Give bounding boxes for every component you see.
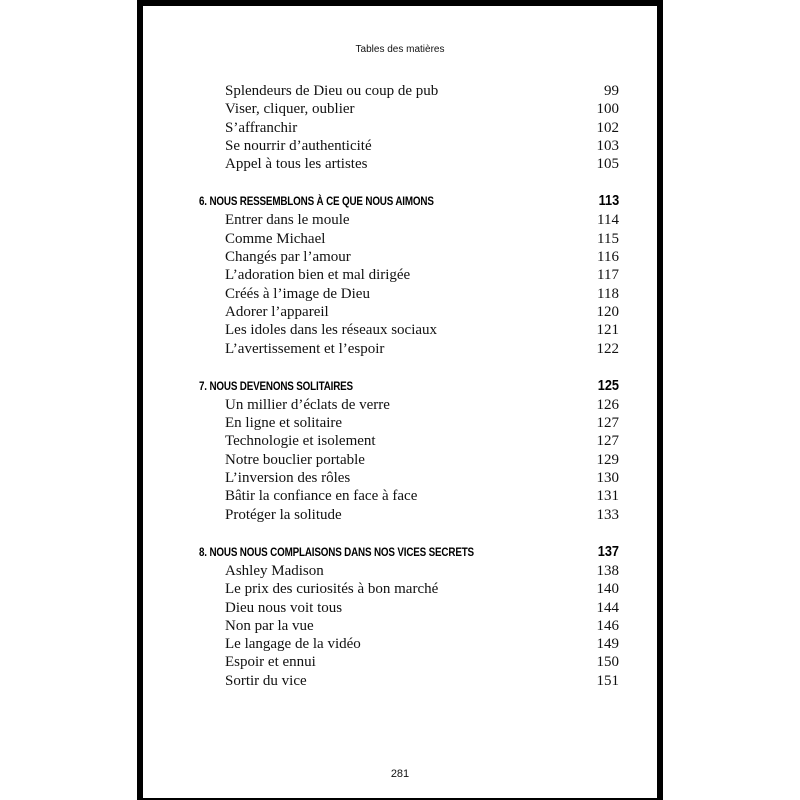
toc-entry-page: 114 — [597, 212, 619, 229]
toc-entry-page: 133 — [596, 506, 619, 523]
toc-entry-page: 118 — [597, 285, 619, 302]
toc-entry-page: 100 — [596, 101, 619, 118]
intro-entries — [199, 82, 619, 173]
toc-entry-title: L’avertissement et l’espoir — [225, 340, 385, 357]
toc-entry — [199, 340, 619, 358]
toc-entry-title: Comme Michael — [225, 230, 326, 247]
toc-entry — [199, 487, 619, 505]
toc-entry-page: 149 — [596, 636, 619, 653]
toc-entry-title: Les idoles dans les réseaux sociaux — [225, 322, 438, 339]
toc-entry — [199, 211, 619, 229]
toc-entry-page: 129 — [596, 451, 619, 468]
chapter-8 — [199, 542, 619, 690]
chapter-heading — [199, 542, 619, 562]
toc-entry — [199, 432, 619, 450]
toc-entry-title: L’inversion des rôles — [225, 470, 351, 487]
toc-entry-page: 127 — [596, 415, 619, 432]
toc-entry-page: 122 — [596, 340, 619, 357]
toc-entry-title: Entrer dans le moule — [225, 212, 350, 229]
toc-entry-title: Bâtir la confiance en face à face — [225, 488, 418, 505]
toc-entry-page: 144 — [596, 599, 619, 616]
toc-entry — [199, 653, 619, 671]
toc-entry-title: Non par la vue — [225, 617, 314, 634]
toc-entry-title: Espoir et ennui — [225, 654, 316, 671]
toc-entry-title: Sortir du vice — [225, 672, 307, 689]
toc-entry — [199, 396, 619, 414]
toc-entry-title: Viser, cliquer, oublier — [225, 101, 355, 118]
toc-entry-title: Notre bouclier portable — [225, 451, 365, 468]
page-number: 281 — [390, 768, 410, 780]
toc-entry — [199, 285, 619, 303]
toc-entry-title: Le prix des curiosités à bon marché — [225, 581, 439, 598]
toc-entry-title: Dieu nous voit tous — [225, 599, 343, 616]
chapter-title: 6. NOUS RESSEMBLONS À CE QUE NOUS AIMONS — [199, 194, 434, 209]
toc-entry — [199, 562, 619, 580]
toc-entry — [199, 119, 619, 137]
toc-entry-title: Se nourrir d’authenticité — [225, 137, 372, 154]
toc-entry — [199, 82, 619, 100]
toc-entry-title: Protéger la solitude — [225, 506, 342, 523]
toc-entry-page: 151 — [596, 672, 619, 689]
toc-entry-page: 121 — [596, 322, 619, 339]
toc-entry-title: Ashley Madison — [225, 562, 324, 579]
toc-entry — [199, 100, 619, 118]
toc-entry-title: En ligne et solitaire — [225, 415, 343, 432]
toc-entry-page: 138 — [596, 562, 619, 579]
toc-entry-page: 130 — [596, 470, 619, 487]
toc-entry — [199, 414, 619, 432]
toc-entry — [199, 248, 619, 266]
toc-entry-title: Un millier d’éclats de verre — [225, 396, 390, 413]
toc-entry-page: 103 — [596, 137, 619, 154]
toc-entry-title: Splendeurs de Dieu ou coup de pub — [225, 83, 439, 99]
toc-entry-page: 120 — [596, 303, 619, 320]
toc-entry — [199, 580, 619, 598]
toc-entry-page: 102 — [596, 119, 619, 136]
book-page — [141, 4, 659, 800]
toc-entry-page: 126 — [596, 396, 619, 413]
toc-entry — [199, 303, 619, 321]
toc-entry-title: S’affranchir — [225, 119, 298, 136]
toc-entry — [199, 599, 619, 617]
toc-entry — [199, 617, 619, 635]
toc-entry — [199, 672, 619, 690]
toc-entry — [199, 155, 619, 173]
toc-entry-page: 131 — [596, 488, 619, 505]
toc-entry-page: 116 — [597, 249, 619, 266]
chapter-7 — [199, 376, 619, 524]
toc-entry — [199, 451, 619, 469]
toc-entry-title: Créés à l’image de Dieu — [225, 285, 370, 302]
toc-entry — [199, 469, 619, 487]
chapter-6 — [199, 191, 619, 357]
toc-entry — [199, 506, 619, 524]
toc-entry — [199, 230, 619, 248]
toc-entry-page: 105 — [596, 156, 619, 173]
toc-entry-title: Adorer l’appareil — [225, 303, 329, 320]
toc-entry — [199, 137, 619, 155]
chapter-page: 125 — [597, 376, 619, 394]
toc-entry-page: 115 — [597, 230, 619, 247]
toc-entry-title: Changés par l’amour — [225, 249, 351, 266]
toc-entry-title: Technologie et isolement — [225, 433, 376, 450]
page-frame — [137, 0, 663, 800]
chapter-title: 7. NOUS DEVENONS SOLITAIRES — [199, 378, 353, 393]
chapter-heading — [199, 191, 619, 211]
toc-entry-page: 99 — [604, 83, 619, 99]
toc-entry — [199, 266, 619, 284]
toc-entry-title: Le langage de la vidéo — [225, 636, 361, 653]
table-of-contents — [199, 82, 619, 690]
toc-entry-title: Appel à tous les artistes — [225, 156, 368, 173]
chapter-heading — [199, 376, 619, 396]
toc-entry — [199, 635, 619, 653]
chapter-title: 8. NOUS NOUS COMPLAISONS DANS NOS VICES SECRETS — [199, 544, 474, 559]
chapter-page: 137 — [597, 542, 619, 560]
toc-entry-page: 140 — [596, 581, 619, 598]
toc-entry-page: 127 — [596, 433, 619, 450]
toc-entry-page: 146 — [596, 617, 619, 634]
toc-entry-page: 117 — [597, 267, 619, 284]
running-head: Tables des matières — [355, 44, 445, 55]
toc-entry-title: L’adoration bien et mal dirigée — [225, 267, 411, 284]
toc-entry-page: 150 — [596, 654, 619, 671]
toc-entry — [199, 321, 619, 339]
chapter-page: 113 — [598, 192, 619, 210]
